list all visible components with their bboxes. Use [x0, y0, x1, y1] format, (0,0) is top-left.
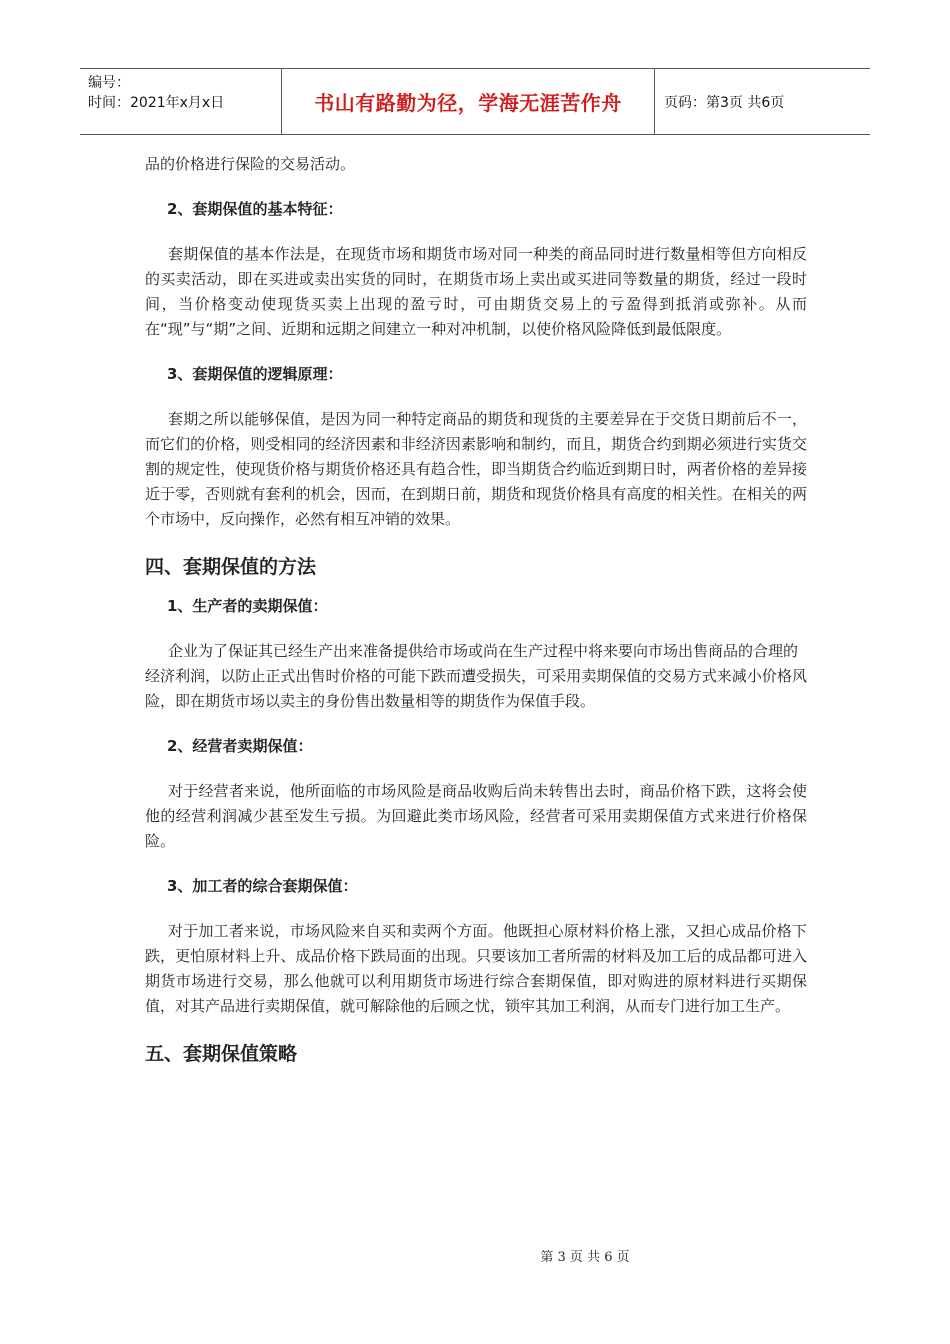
- header-page-number: 页码：第3页 共6页: [664, 94, 785, 111]
- subheading: 3、套期保值的逻辑原理：: [167, 365, 343, 383]
- section-heading: 四、套期保值的方法: [145, 556, 317, 578]
- page-header: [80, 68, 870, 135]
- document-date: 时间：2021年x月x日: [88, 95, 225, 111]
- paragraph: 经济利润，以防止正式出售时价格的可能下跌而遭受损失，可采用卖期保值的交易方式来减小价格风险，即在期货市场以卖主的身份售出数量相等的期货作为保值手段。: [145, 667, 807, 710]
- paragraph: 套期之所以能够保值，是因为同一种特定商品的期货和现货的主要差异在于交货日期前后不一，而它们的价格，则受相同的经济因素和非经济因素影响和制约，而且，期货合约到期必须进行实货交割的规定性，使现货价格与期货价格还具有趋合性，即当期货合约临近到期日时，两者价格的差异接近于零，否则就有套利的机会，因而，在到期日前，期货和现货价格具有高度的相关性。在相关的两个市场中，反向操作，必然有相互冲销的效果。: [145, 410, 807, 528]
- subheading: 1、生产者的卖期保值：: [167, 597, 328, 615]
- section-heading: 五、套期保值策略: [145, 1043, 298, 1065]
- header-motto: 书山有路勤为径，学海无涯苦作舟: [282, 69, 655, 134]
- page-footer: 第 3 页 共 6 页: [540, 1250, 630, 1265]
- header-meta: [80, 69, 282, 134]
- paragraph: 套期保值的基本作法是，在现货市场和期货市场对同一种类的商品同时进行数量相等但方向相反的买卖活动，即在买进或卖出实货的同时，在期货市场上卖出或买进同等数量的期货，经过一段时间，当价格变动使现货买卖上出现的盈亏时，可由期货交易上的亏盈得到抵消或弥补。从而在“现”与“期”之间、近期和远期之间建立一种对冲机制，以使价格风险降低到最低限度。: [145, 245, 807, 338]
- paragraph: 对于加工者来说，市场风险来自买和卖两个方面。他既担心原材料价格上涨，又担心成品价格下跌，更怕原材料上升、成品价格下跌局面的出现。只要该加工者所需的材料及加工后的成品都可进入期货市场进行交易，那么他就可以利用期货市场进行综合套期保值，即对购进的原材料进行买期保值，对其产品进行卖期保值，就可解除他的后顾之忧，锁牢其加工利润，从而专门进行加工生产。: [145, 922, 807, 1015]
- subheading: 2、经营者卖期保值：: [167, 737, 313, 755]
- subheading: 3、加工者的综合套期保值：: [167, 877, 358, 895]
- document-body: [145, 152, 807, 1069]
- subheading: 2、套期保值的基本特征：: [167, 200, 343, 218]
- paragraph: 品的价格进行保险的交易活动。: [145, 155, 356, 173]
- document-number: 编号：: [88, 75, 130, 91]
- paragraph: 企业为了保证其已经生产出来准备提供给市场或尚在生产过程中将来要向市场出售商品的合理的: [168, 642, 799, 660]
- paragraph: 对于经营者来说，他所面临的市场风险是商品收购后尚未转售出去时，商品价格下跌，这将会使他的经营利润减少甚至发生亏损。为回避此类市场风险，经营者可采用卖期保值方式来进行价格保险。: [145, 782, 807, 850]
